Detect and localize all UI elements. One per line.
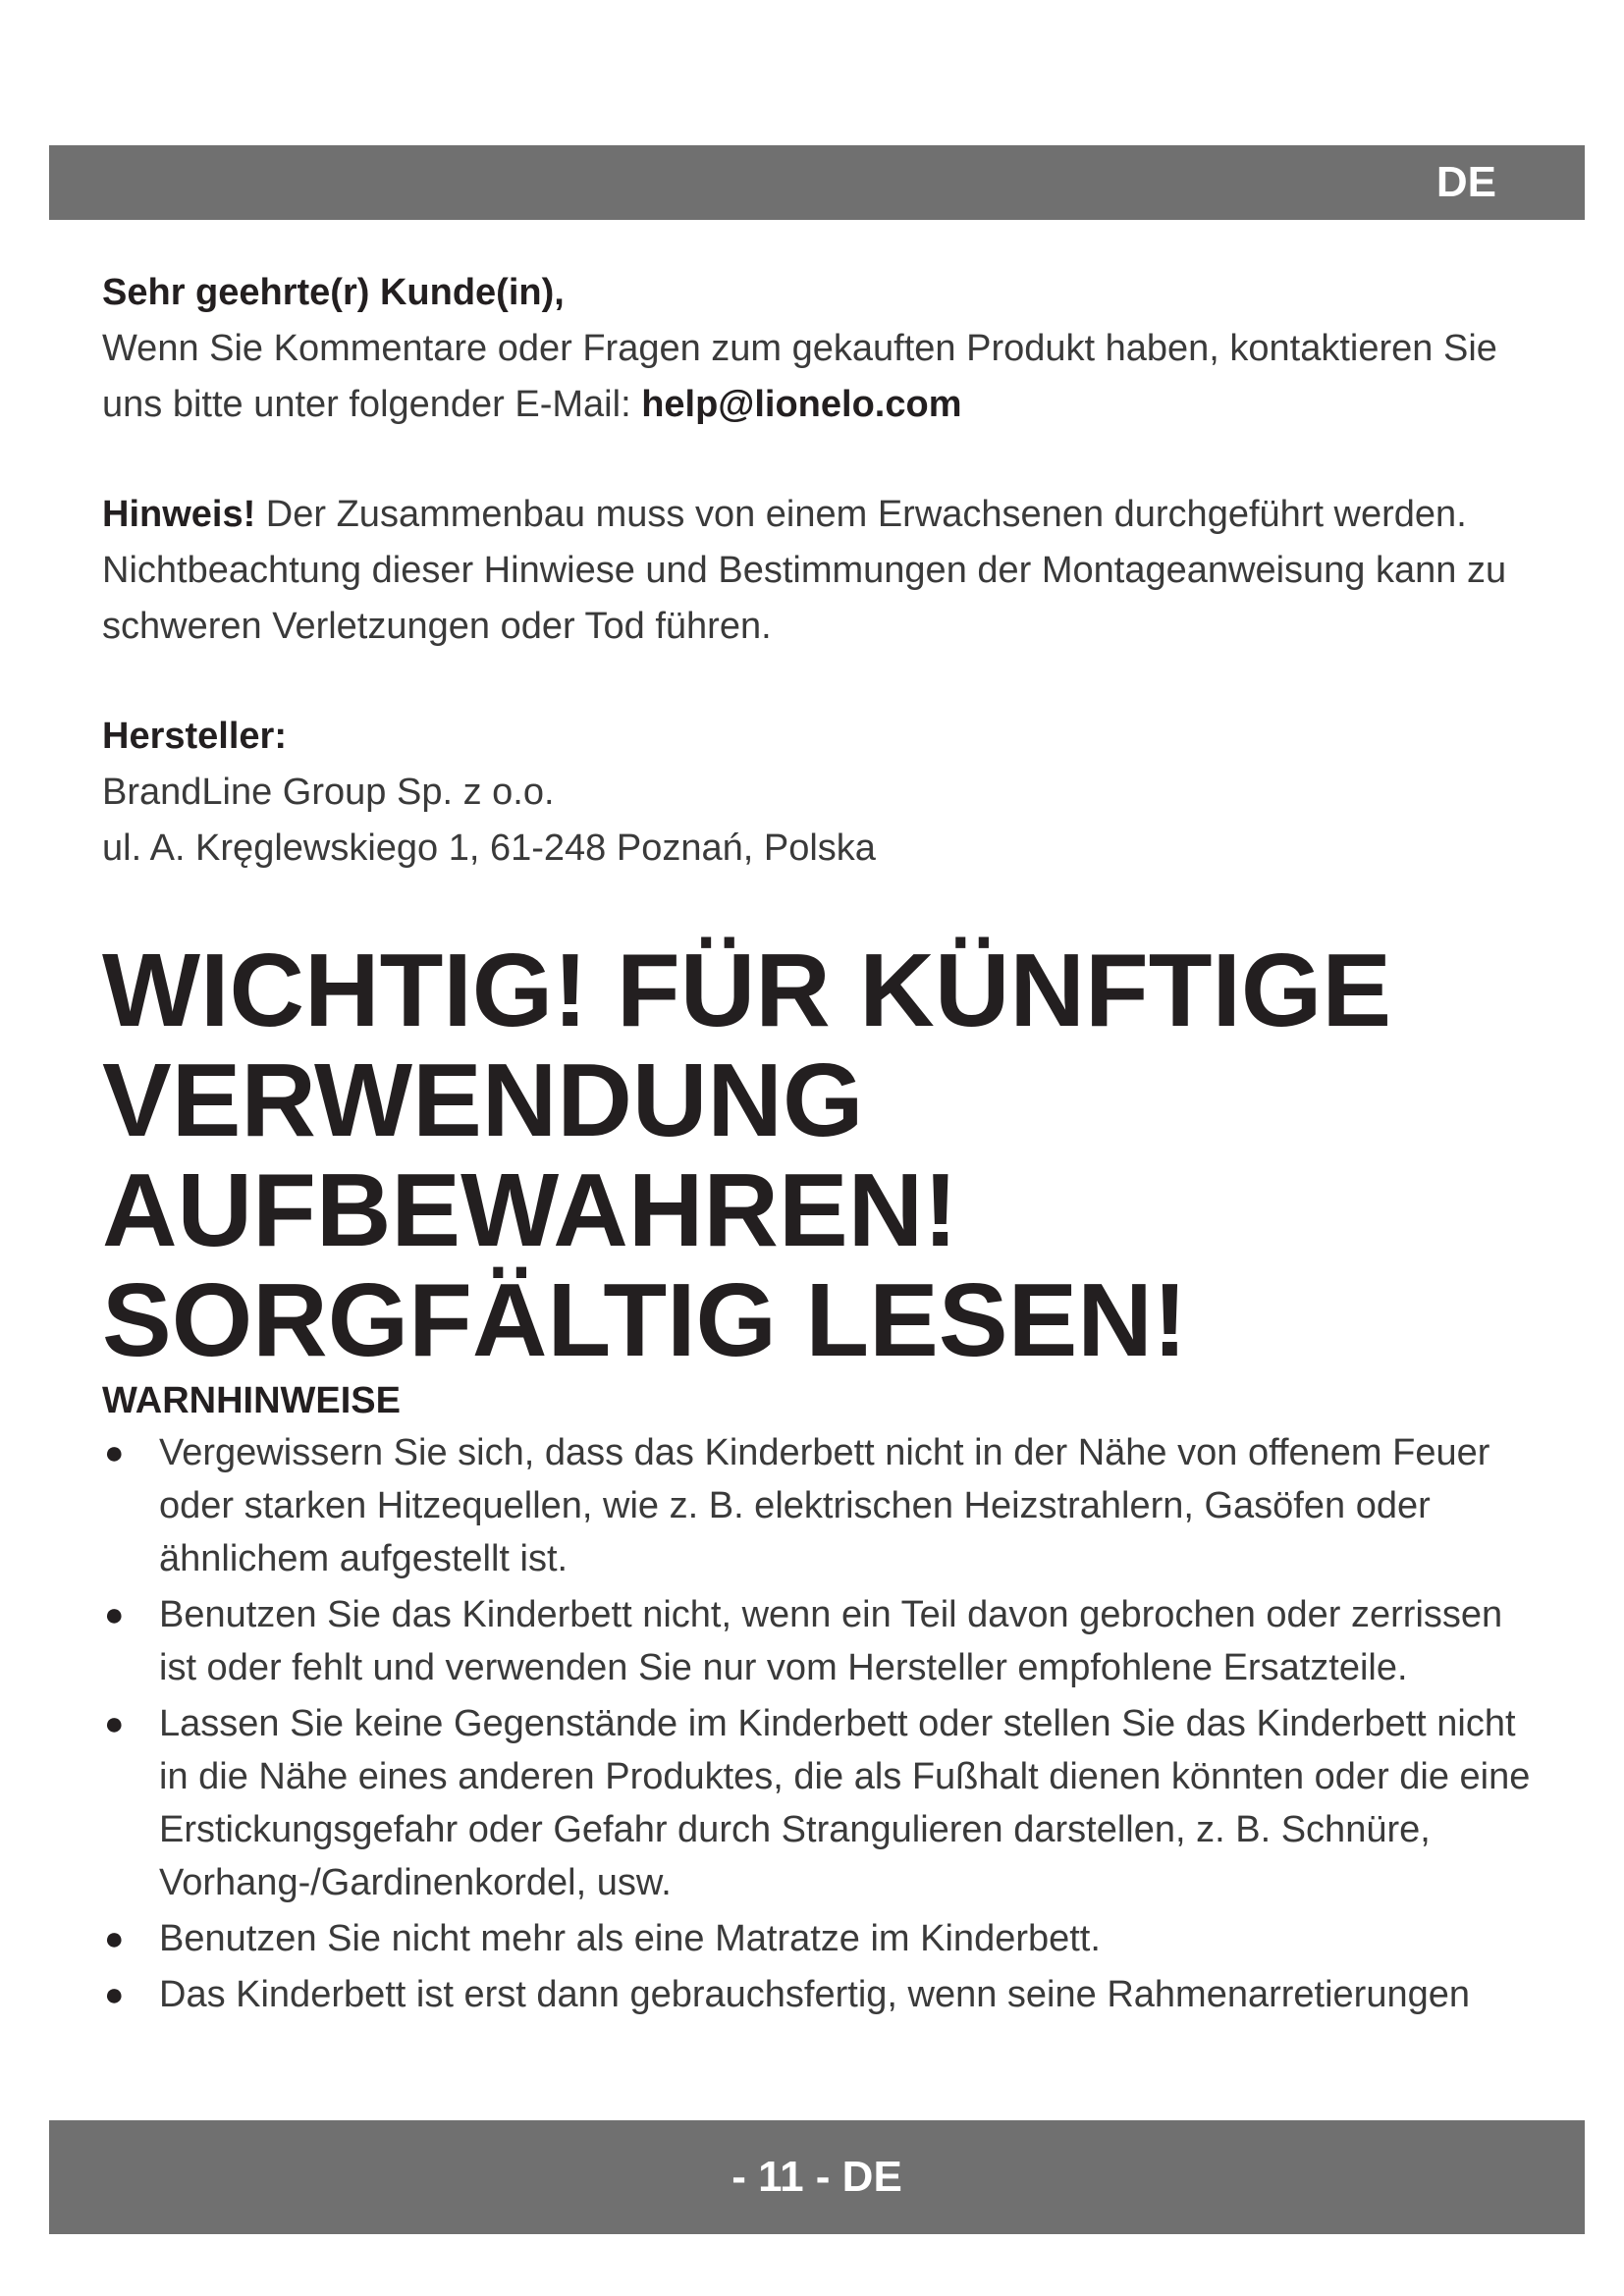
warnings-list xyxy=(102,1426,1536,2021)
list-item: ● Benutzen Sie das Kinderbett nicht, wenn ein Teil davon gebrochen oder zerrissen ist oder fehlt und verwenden Sie nur vom Hersteller empfohlene Ersatzteile. xyxy=(102,1588,1536,1694)
header-bar xyxy=(49,145,1585,220)
header-language-label: DE xyxy=(1435,158,1496,206)
list-item: ● Benutzen Sie nicht mehr als eine Matratze im Kinderbett. xyxy=(102,1912,1536,1965)
page-number: - 11 - DE xyxy=(731,2153,902,2201)
list-item: ● Vergewissern Sie sich, dass das Kinderbett nicht in der Nähe von offenem Feuer oder starken Hitzequellen, wie z. B. elektrischen Heizstrahlern, Gasöfen oder ähnlichem aufgestellt ist. xyxy=(102,1426,1536,1585)
note-text: Der Zusammenbau muss von einem Erwachsenen durchgeführt werden. Nichtbeachtung dieser Hinwiese und Bestimmungen der Montageanweisung kann zu schweren Verletzungen oder Tod führen. xyxy=(102,494,1507,647)
manufacturer-name: BrandLine Group Sp. z o.o. xyxy=(102,772,555,813)
contact-text: Wenn Sie Kommentare oder Fragen zum gekauften Produkt haben, kontaktieren Sie uns bitte unter folgender E-Mail: xyxy=(102,328,1497,425)
intro-section xyxy=(102,265,1536,433)
important-headline: WICHTIG! FÜR KÜNFTIGE VERWENDUNG AUFBEWAHREN! SORGFÄLTIG LESEN! xyxy=(102,933,1392,1378)
bullet-icon: ● xyxy=(104,1976,125,2013)
page-content xyxy=(102,265,1536,2024)
note-section xyxy=(102,487,1536,655)
note-label: Hinweis! xyxy=(102,494,256,535)
warnings-title: WARNHINWEISE xyxy=(102,1380,401,1421)
bullet-icon: ● xyxy=(104,1596,125,1633)
support-email: help@lionelo.com xyxy=(641,384,962,425)
greeting: Sehr geehrte(r) Kunde(in), xyxy=(102,272,565,313)
footer-bar xyxy=(49,2120,1585,2234)
manufacturer-address: ul. A. Kręglewskiego 1, 61-248 Poznań, Polska xyxy=(102,828,876,869)
list-item: ● Das Kinderbett ist erst dann gebrauchsfertig, wenn seine Rahmenarretierungen xyxy=(102,1968,1536,2021)
bullet-icon: ● xyxy=(104,1920,125,1957)
list-item: ● Lassen Sie keine Gegenstände im Kinderbett oder stellen Sie das Kinderbett nicht in die Nähe eines anderen Produktes, die als Fußhalt dienen könnten oder die eine Erstickungsgefahr oder Gefahr durch Strangulieren darstellen, z. B. Schnüre, Vorhang-/Gardinenkordel, usw. xyxy=(102,1697,1536,1909)
bullet-icon: ● xyxy=(104,1434,125,1471)
manufacturer-section xyxy=(102,709,1536,877)
bullet-icon: ● xyxy=(104,1705,125,1742)
manufacturer-label: Hersteller: xyxy=(102,716,287,757)
